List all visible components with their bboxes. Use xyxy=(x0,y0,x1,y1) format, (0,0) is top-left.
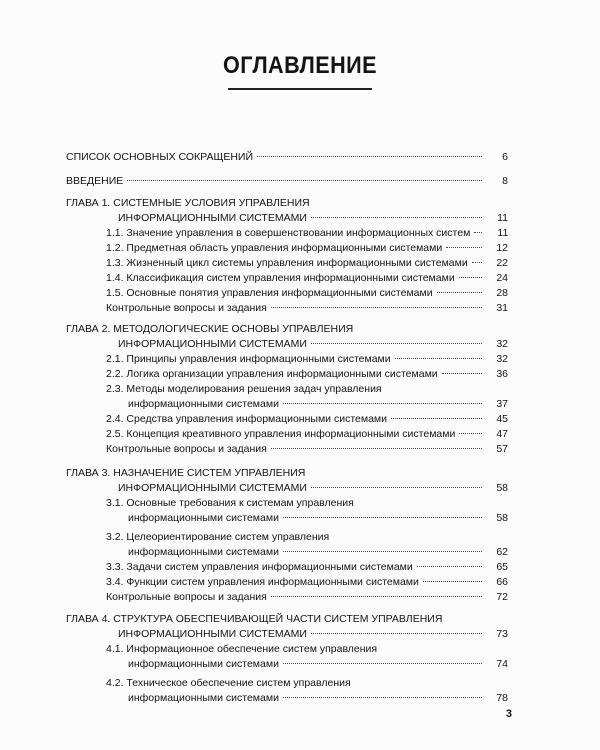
leader-dots xyxy=(459,433,482,434)
toc-entry-3-3[interactable]: 3.3. Задачи систем управления информационными системами 65 xyxy=(106,561,508,573)
page-title: ОГЛАВЛЕНИЕ xyxy=(223,52,377,79)
toc-chapter-2-heading[interactable]: ГЛАВА 2. МЕТОДОЛОГИЧЕСКИЕ ОСНОВЫ УПРАВЛЕНИЯ xyxy=(66,323,354,335)
leader-dots xyxy=(395,358,482,359)
toc-entry-ch3-questions[interactable]: Контрольные вопросы и задания 72 xyxy=(106,591,508,603)
toc-entry-ch1-questions[interactable]: Контрольные вопросы и задания 31 xyxy=(106,302,508,314)
leader-dots xyxy=(311,343,482,344)
leader-dots xyxy=(283,551,482,552)
toc-entry-3-4[interactable]: 3.4. Функции систем управления информационными системами 66 xyxy=(106,576,508,588)
toc-entry-1-5[interactable]: 1.5. Основные понятия управления информационными системами 28 xyxy=(106,287,508,299)
leader-dots xyxy=(271,307,482,308)
toc-entry-1-1[interactable]: 1.1. Значение управления в совершенствовании информационных систем 11 xyxy=(106,227,509,239)
toc-entry-1-3[interactable]: 1.3. Жизненный цикл системы управления информационными системами 22 xyxy=(106,257,508,269)
leader-dots xyxy=(472,262,482,263)
toc-entry-2-1[interactable]: 2.1. Принципы управления информационными системами 32 xyxy=(106,353,508,365)
leader-dots xyxy=(417,566,482,567)
toc-entry-2-5[interactable]: 2.5. Концепция креативного управления информационными системами 47 xyxy=(106,428,508,440)
toc-entry-4-1-cont[interactable]: информационными системами 74 xyxy=(128,658,508,670)
leader-dots xyxy=(283,403,482,404)
leader-dots xyxy=(311,217,482,218)
toc-entry-2-3-cont[interactable]: информационными системами 37 xyxy=(128,398,508,410)
toc-chapter-1-heading-cont[interactable]: ИНФОРМАЦИОННЫМИ СИСТЕМАМИ 11 xyxy=(118,212,508,224)
leader-dots xyxy=(127,180,482,181)
leader-dots xyxy=(459,277,482,278)
toc-entry-1-2[interactable]: 1.2. Предметная область управления информационными системами 12 xyxy=(106,242,508,254)
leader-dots xyxy=(271,448,482,449)
leader-dots xyxy=(423,581,482,582)
toc-entry-abbreviations[interactable]: СПИСОК ОСНОВНЫХ СОКРАЩЕНИЙ 6 xyxy=(66,151,508,163)
toc-chapter-1-heading[interactable]: ГЛАВА 1. СИСТЕМНЫЕ УСЛОВИЯ УПРАВЛЕНИЯ xyxy=(66,197,310,209)
toc-entry-2-4[interactable]: 2.4. Средства управления информационными системами 45 xyxy=(106,413,508,425)
leader-dots xyxy=(283,697,482,698)
toc-entry-2-2[interactable]: 2.2. Логика организации управления информационными системами 36 xyxy=(106,368,508,380)
leader-dots xyxy=(311,487,482,488)
leader-dots xyxy=(391,418,482,419)
toc-entry-3-1-cont[interactable]: информационными системами 58 xyxy=(128,512,508,524)
page-number: 3 xyxy=(505,708,512,720)
leader-dots xyxy=(257,156,482,157)
leader-dots xyxy=(283,517,482,518)
toc-entry-4-1[interactable]: 4.1. Информационное обеспечение систем управления xyxy=(106,643,378,655)
leader-dots xyxy=(311,633,482,634)
toc-chapter-3-heading-cont[interactable]: ИНФОРМАЦИОННЫМИ СИСТЕМАМИ 58 xyxy=(118,482,508,494)
toc-chapter-4-heading[interactable]: ГЛАВА 4. СТРУКТУРА ОБЕСПЕЧИВАЮЩЕЙ ЧАСТИ СИСТЕМ УПРАВЛЕНИЯ xyxy=(66,613,443,625)
title-underline xyxy=(228,88,372,90)
toc-entry-1-4[interactable]: 1.4. Классификация систем управления информационными системами 24 xyxy=(106,272,508,284)
toc-entry-4-2[interactable]: 4.2. Техническое обеспечение систем управления xyxy=(106,677,351,689)
toc-entry-3-1[interactable]: 3.1. Основные требования к системам управления xyxy=(106,497,354,509)
toc-chapter-4-heading-cont[interactable]: ИНФОРМАЦИОННЫМИ СИСТЕМАМИ 73 xyxy=(118,628,508,640)
toc-chapter-3-heading[interactable]: ГЛАВА 3. НАЗНАЧЕНИЕ СИСТЕМ УПРАВЛЕНИЯ xyxy=(66,467,306,479)
toc-entry-4-2-cont[interactable]: информационными системами 78 xyxy=(128,692,508,704)
toc-chapter-2-heading-cont[interactable]: ИНФОРМАЦИОННЫМИ СИСТЕМАМИ 32 xyxy=(118,338,508,350)
leader-dots xyxy=(474,232,482,233)
leader-dots xyxy=(442,373,482,374)
leader-dots xyxy=(283,663,482,664)
toc-entry-2-3[interactable]: 2.3. Методы моделирования решения задач управления xyxy=(106,383,382,395)
toc-entry-3-2[interactable]: 3.2. Целеориентирование систем управления xyxy=(106,531,330,543)
leader-dots xyxy=(446,247,482,248)
toc-entry-3-2-cont[interactable]: информационными системами 62 xyxy=(128,546,508,558)
toc-entry-introduction[interactable]: ВВЕДЕНИЕ 8 xyxy=(66,175,508,187)
leader-dots xyxy=(437,292,482,293)
toc-entry-ch2-questions[interactable]: Контрольные вопросы и задания 57 xyxy=(106,443,508,455)
leader-dots xyxy=(271,596,482,597)
